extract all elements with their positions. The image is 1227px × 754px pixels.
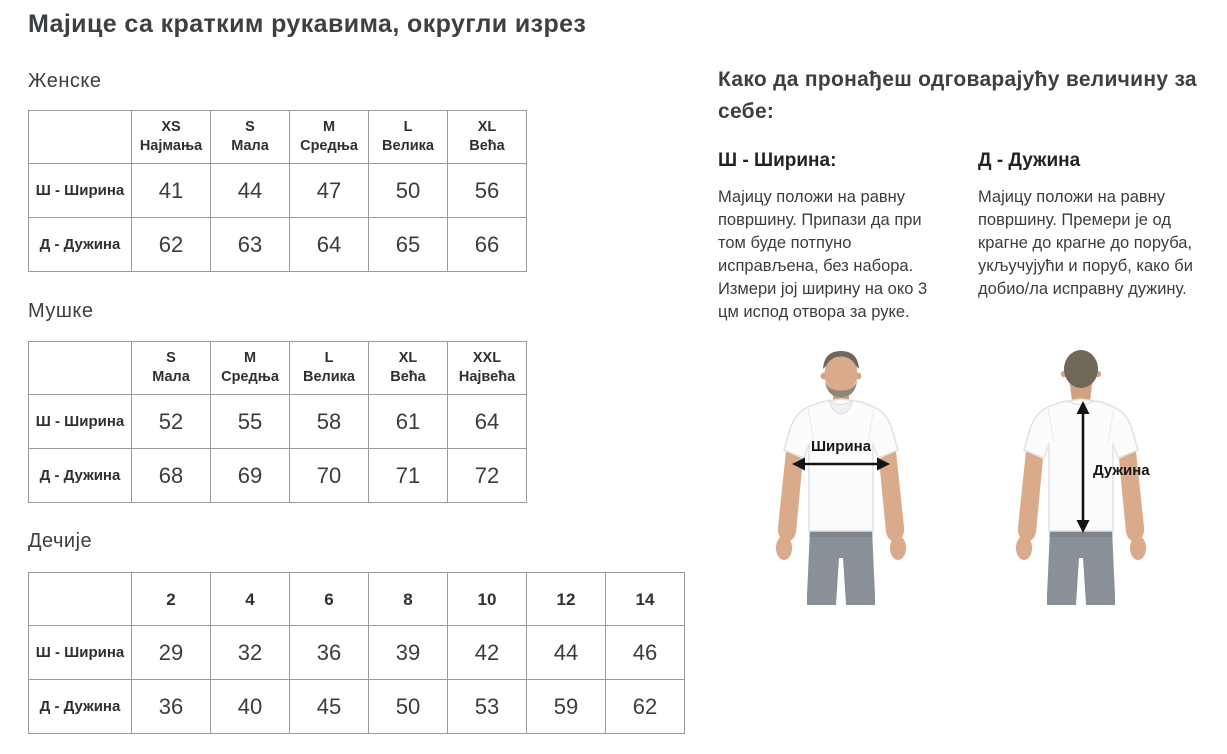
size-value-cell: 47 bbox=[290, 164, 369, 218]
size-value-cell: 53 bbox=[448, 680, 527, 734]
table-corner-cell bbox=[29, 573, 132, 626]
size-value-cell: 42 bbox=[448, 626, 527, 680]
front-figure-image bbox=[763, 343, 919, 615]
guide-length-text: Мајицу положи на равну површину. Премери је од крагне до крагне до поруба, укључујући и поруб, како би добио/ла исправну дужину. bbox=[978, 188, 1193, 298]
size-value-cell: 44 bbox=[211, 164, 290, 218]
size-value-cell: 50 bbox=[369, 164, 448, 218]
guide-length-subhead: Д - Дужина bbox=[978, 150, 1081, 171]
size-value-cell: 58 bbox=[290, 395, 369, 449]
size-column-header: L Велика bbox=[369, 111, 448, 164]
size-column-header: 12 bbox=[527, 573, 606, 626]
section-title-children: Дечије bbox=[28, 530, 93, 552]
size-value-cell: 66 bbox=[448, 218, 527, 272]
size-value-cell: 41 bbox=[132, 164, 211, 218]
size-value-cell: 46 bbox=[606, 626, 685, 680]
guide-heading: Како да пронађеш одговарајућу величину за себе: bbox=[718, 68, 1197, 123]
size-table-women bbox=[28, 110, 527, 272]
section-title-women: Женске bbox=[28, 70, 102, 92]
size-table-row bbox=[29, 395, 527, 449]
width-arrow-label: Ширина bbox=[810, 438, 872, 455]
size-table-row bbox=[29, 218, 527, 272]
size-table-row bbox=[29, 626, 685, 680]
back-figure-image bbox=[1003, 343, 1159, 615]
size-value-cell: 29 bbox=[132, 626, 211, 680]
guide-width-text: Мајицу положи на равну површину. Припази да при том буде потпуно исправљена, без набора. Измери јој ширину на око 3 цм испод отвора за руке. bbox=[718, 188, 928, 321]
size-column-header: XS Најмања bbox=[132, 111, 211, 164]
front-figure-person bbox=[776, 351, 906, 605]
size-value-cell: 68 bbox=[132, 449, 211, 503]
size-column-header: 14 bbox=[606, 573, 685, 626]
measure-row-label: Д - Дужина bbox=[29, 449, 132, 503]
measure-row-label: Д - Дужина bbox=[29, 218, 132, 272]
size-value-cell: 63 bbox=[211, 218, 290, 272]
size-value-cell: 70 bbox=[290, 449, 369, 503]
size-table-men bbox=[28, 341, 527, 503]
size-column-header: 6 bbox=[290, 573, 369, 626]
size-table-row bbox=[29, 449, 527, 503]
size-column-header: S Мала bbox=[211, 111, 290, 164]
table-corner-cell bbox=[29, 111, 132, 164]
size-value-cell: 64 bbox=[290, 218, 369, 272]
size-column-header: 2 bbox=[132, 573, 211, 626]
size-column-header: 8 bbox=[369, 573, 448, 626]
guide-width-subhead: Ш - Ширина: bbox=[718, 150, 837, 171]
size-column-header: M Средња bbox=[211, 342, 290, 395]
size-column-header: S Мала bbox=[132, 342, 211, 395]
size-table-row bbox=[29, 164, 527, 218]
size-value-cell: 44 bbox=[527, 626, 606, 680]
size-value-cell: 64 bbox=[448, 395, 527, 449]
size-value-cell: 71 bbox=[369, 449, 448, 503]
size-table-children bbox=[28, 572, 685, 734]
section-title-men: Мушке bbox=[28, 300, 94, 322]
measure-row-label: Ш - Ширина bbox=[29, 626, 132, 680]
size-value-cell: 36 bbox=[132, 680, 211, 734]
size-value-cell: 59 bbox=[527, 680, 606, 734]
measure-row-label: Д - Дужина bbox=[29, 680, 132, 734]
size-value-cell: 72 bbox=[448, 449, 527, 503]
size-value-cell: 36 bbox=[290, 626, 369, 680]
size-value-cell: 62 bbox=[606, 680, 685, 734]
measure-row-label: Ш - Ширина bbox=[29, 164, 132, 218]
length-arrow-label: Дужина bbox=[1093, 462, 1150, 479]
size-column-header: L Велика bbox=[290, 342, 369, 395]
size-value-cell: 61 bbox=[369, 395, 448, 449]
size-value-cell: 65 bbox=[369, 218, 448, 272]
size-table-row bbox=[29, 680, 685, 734]
size-value-cell: 69 bbox=[211, 449, 290, 503]
size-value-cell: 56 bbox=[448, 164, 527, 218]
size-value-cell: 52 bbox=[132, 395, 211, 449]
size-column-header: XL Већа bbox=[369, 342, 448, 395]
size-value-cell: 39 bbox=[369, 626, 448, 680]
size-column-header: 10 bbox=[448, 573, 527, 626]
measure-row-label: Ш - Ширина bbox=[29, 395, 132, 449]
size-value-cell: 62 bbox=[132, 218, 211, 272]
size-column-header: XXL Највећа bbox=[448, 342, 527, 395]
size-column-header: XL Већа bbox=[448, 111, 527, 164]
size-value-cell: 55 bbox=[211, 395, 290, 449]
table-corner-cell bbox=[29, 342, 132, 395]
size-column-header: 4 bbox=[211, 573, 290, 626]
size-value-cell: 32 bbox=[211, 626, 290, 680]
size-value-cell: 50 bbox=[369, 680, 448, 734]
size-column-header: M Средња bbox=[290, 111, 369, 164]
page-title: Мајице са кратким рукавима, округли изрез bbox=[28, 10, 587, 38]
size-value-cell: 40 bbox=[211, 680, 290, 734]
size-value-cell: 45 bbox=[290, 680, 369, 734]
